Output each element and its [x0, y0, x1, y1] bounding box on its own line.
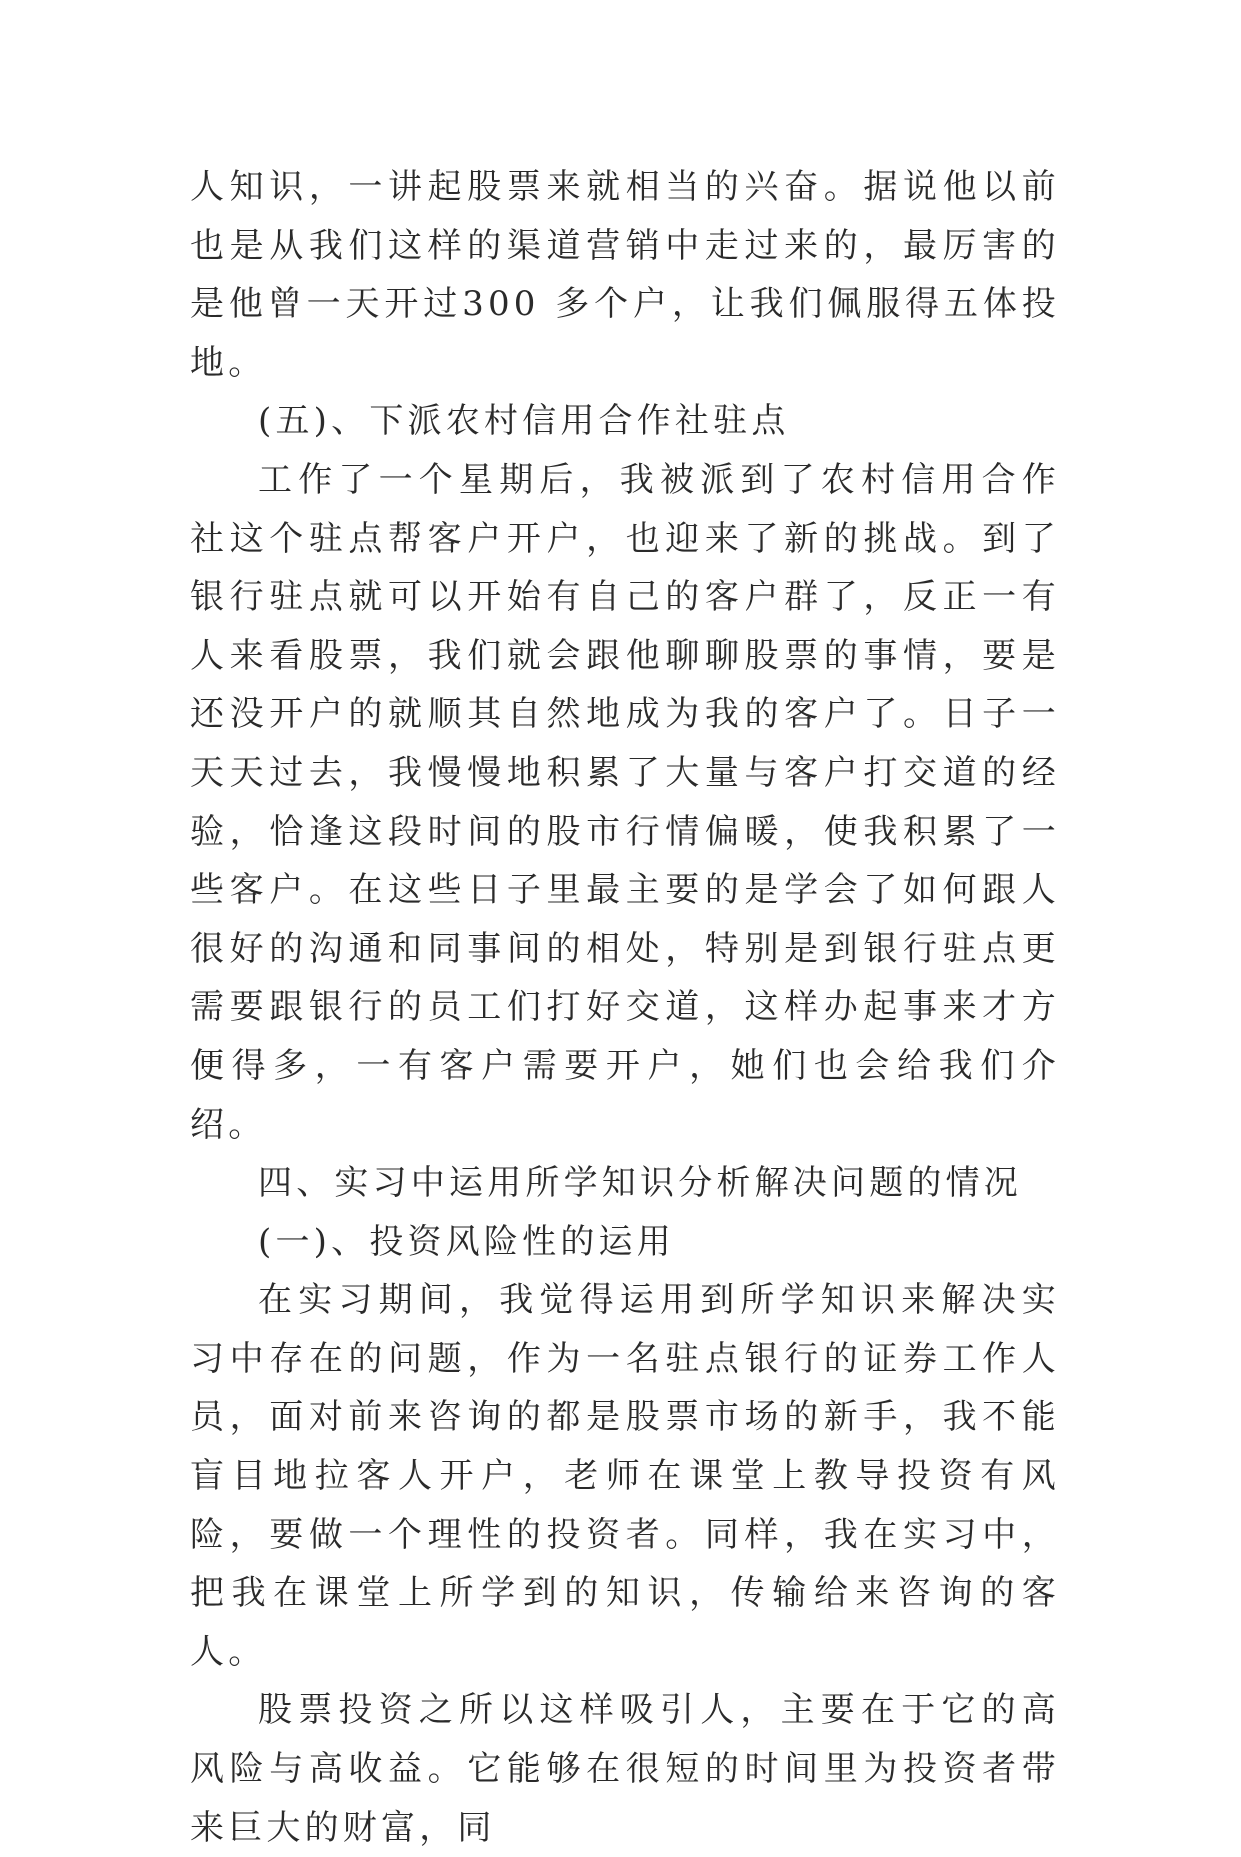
paragraph-risk-application: 在实习期间，我觉得运用到所学知识来解决实习中存在的问题，作为一名驻点银行的证券工作人员，面对前来咨询的都是股票市场的新手，我不能盲目地拉客人开户，老师在课堂上教导投资有风险，要做一个理性的投资者。同样，我在实习中，把我在课堂上所学到的知识，传输给来咨询的客人。: [190, 1280, 1060, 1672]
chapter-heading-4: 四、实习中运用所学知识分析解决问题的情况: [258, 1163, 1022, 1204]
section-heading-1: (一)、投资风险性的运用: [258, 1221, 675, 1262]
section-heading-5: (五)、下派农村信用合作社驻点: [258, 401, 790, 442]
paragraph-stock-investment: 股票投资之所以这样吸引人，主要在于它的高风险与高收益。它能够在很短的时间里为投资者带来巨大的财富，同: [190, 1690, 1060, 1848]
paragraph-continuation: 人知识，一讲起股票来就相当的兴奋。据说他以前也是从我们这样的渠道营销中走过来的，最厉害的是他曾一天开过300 多个户，让我们佩服得五体投地。: [190, 167, 1060, 383]
paragraph-rural-credit-station: 工作了一个星期后，我被派到了农村信用合作社这个驻点帮客户开户，也迎来了新的挑战。到了银行驻点就可以开始有自己的客户群了，反正一有人来看股票，我们就会跟他聊聊股票的事情，要是还没开户的就顺其自然地成为我的客户了。日子一天天过去，我慢慢地积累了大量与客户打交道的经验，恰逢这段时间的股市行情偏暖，使我积累了一些客户。在这些日子里最主要的是学会了如何跟人很好的沟通和同事间的相处，特别是到银行驻点更需要跟银行的员工们打好交道，这样办起事来才方便得多，一有客户需要开户，她们也会给我们介绍。: [190, 459, 1060, 1145]
document-body: [190, 158, 1060, 1857]
